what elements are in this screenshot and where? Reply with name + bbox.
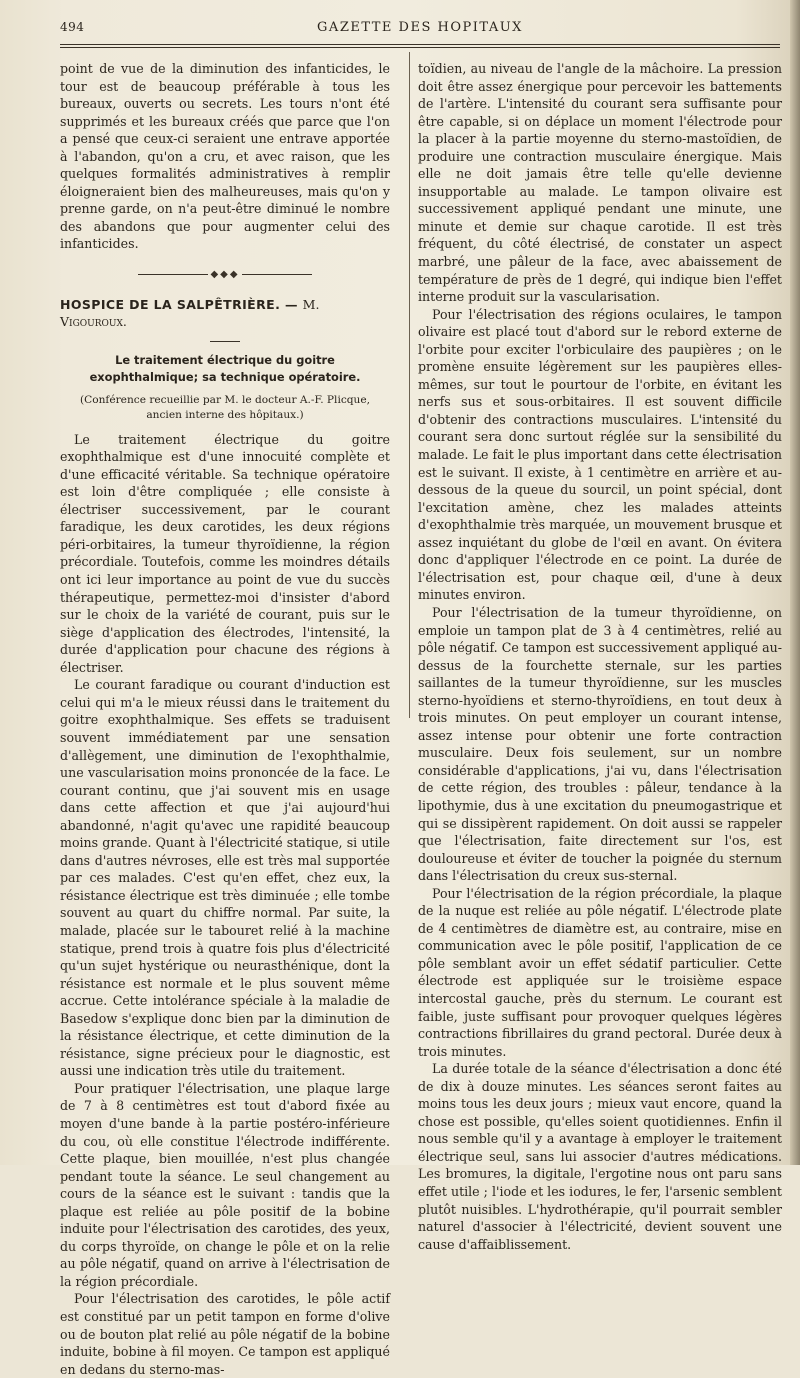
- right-paragraph-2: Pour l'électrisation des régions oculaires, le tampon olivaire est placé tout d'abord sur le rebord externe de l'orbite pour exciter l'orbiculaire des paupières ; on le promène ensuite légèrement sur les paupières elles-mêmes, sur tout le pourtour de l'orbite, en évitant les nerfs sus et sous-orbitaires. Il est souvent difficile d'obtenir des contractions musculaires. L'intensité du courant sera donc surtout réglée sur la sensibilité du malade. Le fait le plus important dans cette électrisation est le suivant. Il existe, à 1 centimètre en arrière et au-dessous de la queue du sourcil, un point spécial, dont l'excitation amène, chez les malades atteints d'exophthalmie très marquée, un mouvement brusque et assez inquiétant du globe de l'œil en avant. On évitera donc d'appliquer l'électrode en ce point. La durée de l'électrisation est, pour chaque œil, d'une à deux minutes environ.: [418, 306, 782, 603]
- right-paragraph-4: Pour l'électrisation de la région précordiale, la plaque de la nuque est reliée au pôle négatif. L'électrode plate de 4 centimètres de diamètre est, au contraire, mise en communication avec le pôle positif, l'application de ce pôle semblant avoir un effet sédatif particulier. Cette électrode est appliquée sur le troisième espace intercostal gauche, près du sternum. Le courant est faible, juste suffisant pour provoquer quelques légères contractions fibrillaires du grand pectoral. Durée deux à trois minutes.: [418, 885, 782, 1059]
- column-divider: [409, 52, 410, 718]
- heading-rule: [210, 341, 240, 342]
- section-heading: [60, 296, 390, 331]
- left-paragraph-3: Pour pratiquer l'électrisation, une plaque large de 7 à 8 centimètres est tout d'abord fixée au moyen d'une bande à la partie postéro-inférieure du cou, où elle constitue l'électrode indifférente. Cette plaque, bien mouillée, n'est plus changée pendant toute la séance. Le seul changement au cours de la séance est le suivant : tandis que la plaque est reliée au pôle positif de la bobine induite pour l'électrisation des carotides, des yeux, du corps thyroïde, on change le pôle et on la relie au pôle négatif, quand on arrive à l'électrisation de la région précordiale.: [60, 1080, 390, 1289]
- page-number: 494: [60, 20, 85, 34]
- section-author: M. Vigouroux.: [60, 296, 320, 330]
- intro-paragraph: point de vue de la diminution des infanticides, le tour est de beaucoup préférable à tous les bureaux, ouverts ou secrets. Les tours n'ont été supprimés et les bureaux créés que parce que l'on a pensé que ceux-ci seraient une entrave apportée à l'abandon, qu'on a cru, et avec raison, que les quelques formalités administratives à remplir éloigneraient bien des malheureuses, mais qu'on y prenne garde, on n'a peut-être diminué le nombre des abandons que pour augmenter celui des infanticides.: [60, 61, 390, 252]
- left-column: [60, 60, 390, 1378]
- conference-note: (Conférence recueillie par M. le docteur A.-F. Plicque, ancien interne des hôpitaux.): [79, 393, 371, 421]
- hospice-name: HOSPICE DE LA SALPÊTRIÈRE. —: [60, 296, 298, 312]
- right-paragraph-3: Pour l'électrisation de la tumeur thyroïdienne, on emploie un tampon plat de 3 à 4 centimètres, relié au pôle négatif. Ce tampon est successivement appliqué au-dessus de la fourchette sternale, sur les parties saillantes de la tumeur thyroïdienne, sur les muscles sterno-hyoïdiens et sterno-thyroïdiens, en tout deux à trois minutes. On peut employer un courant intense, assez intense pour obtenir une forte contraction musculaire. Deux fois seulement, sur un nombre considérable d'applications, j'ai vu, dans l'électrisation de cette région, des troubles : pâleur, tendance à la lipothymie, dus à une excitation du pneumogastrique et qui se dissipèrent rapidement. On doit aussi se rappeler que l'électrisation, faite directement sur l'os, est douloureuse et éviter de toucher la poignée du sternum dans l'électrisation du creux sus-sternal.: [418, 604, 782, 884]
- right-paragraph-5: La durée totale de la séance d'électrisation a donc été de dix à douze minutes. Les séances seront faites au moins tous les deux jours ; mieux vaut encore, quand la chose est possible, qu'elles soient quotidiennes. Enfin il nous semble qu'il y a avantage à employer le traitement électrique seul, sans lui associer d'autres médications. Les bromures, la digitale, l'ergotine nous ont paru sans effet utile ; l'iode et les iodures, le fer, l'arsenic semblent plutôt nuisibles. L'hydrothérapie, qu'il pourrait sembler naturel d'associer à l'électricité, devient souvent une cause d'affaiblissement.: [418, 1061, 782, 1252]
- header-rule: [60, 44, 780, 45]
- left-paragraph-2: Le courant faradique ou courant d'induction est celui qui m'a le mieux réussi dans le traitement du goitre exophthalmique. Ses effets se traduisent souvent immédiatement par une sensation d'allègement, une diminution de l'exophthalmie, une vascularisation moins prononcée de la face. Le courant continu, que j'ai souvent mis en usage dans cette affection et que j'ai aujourd'hui abandonné, n'agit qu'avec une rapidité beaucoup moins grande. Quant à l'électricité statique, si utile dans d'autres névroses, elle est très mal supportée par ces malades. C'est qu'en effet, chez eux, la résistance électrique est très diminuée ; elle tombe souvent au quart du chiffre normal. Par suite, la malade, placée sur le tabouret relié à la machine statique, prend trois à quatre fois plus d'électricité qu'un sujet hystérique ou neurasthénique, dont la résistance est normale et le plus souvent même accrue. Cette intolérance spéciale à la maladie de Basedow s'explique donc bien par la diminution de la résistance électrique, et cette diminution de la résistance, signe précieux pour le diagnostic, est aussi une indication très utile du traitement.: [60, 677, 390, 1079]
- right-column: [418, 60, 782, 1253]
- article-title: Le traitement électrique du goitre exophthalmique; sa technique opératoire.: [89, 352, 361, 384]
- left-paragraph-1: Le traitement électrique du goitre exophthalmique est d'une innocuité complète et d'une efficacité véritable. Sa technique opératoire est loin d'être compliquée ; elle consiste à électriser successivement, par le courant faradique, les deux carotides, les deux régions péri-orbitaires, la tumeur thyroïdienne, la région précordiale. Toutefois, comme les moindres détails ont ici leur importance au point de vue du succès thérapeutique, permettez-moi d'insister d'abord sur le choix de la variété de courant, puis sur le siège d'application des électrodes, l'intensité, la durée d'application pour chacune des régions à électriser.: [60, 431, 390, 675]
- right-paragraph-1: toïdien, au niveau de l'angle de la mâchoire. La pression doit être assez énergique pour percevoir les battements de l'artère. L'intensité du courant sera suffisante pour être capable, si on déplace un moment l'électrode pour la placer à la partie moyenne du sterno-mastoïdien, de produire une contraction musculaire énergique. Mais elle ne doit jamais être telle qu'elle devienne insupportable au malade. Le tampon olivaire est successivement appliqué pendant une minute, une minute et demie sur chaque carotide. Il est très fréquent, du côté électrisé, de constater un aspect marbré, une pâleur de la face, avec abaissement de température de près de 1 degré, qui indique bien l'effet interne produit sur la vascularisation.: [418, 61, 782, 305]
- page-edge-shadow: [790, 0, 800, 1165]
- section-ornament: ◆◆◆: [60, 266, 390, 284]
- header-rule-thin: [60, 47, 780, 48]
- page-header: [60, 18, 780, 40]
- journal-title: GAZETTE DES HOPITAUX: [317, 20, 523, 35]
- left-paragraph-4: Pour l'électrisation des carotides, le pôle actif est constitué par un petit tampon en forme d'olive ou de bouton plat relié au pôle négatif de la bobine induite, bobine à fil moyen. Ce tampon est appliqué en dedans du sterno-mas-: [60, 1291, 390, 1377]
